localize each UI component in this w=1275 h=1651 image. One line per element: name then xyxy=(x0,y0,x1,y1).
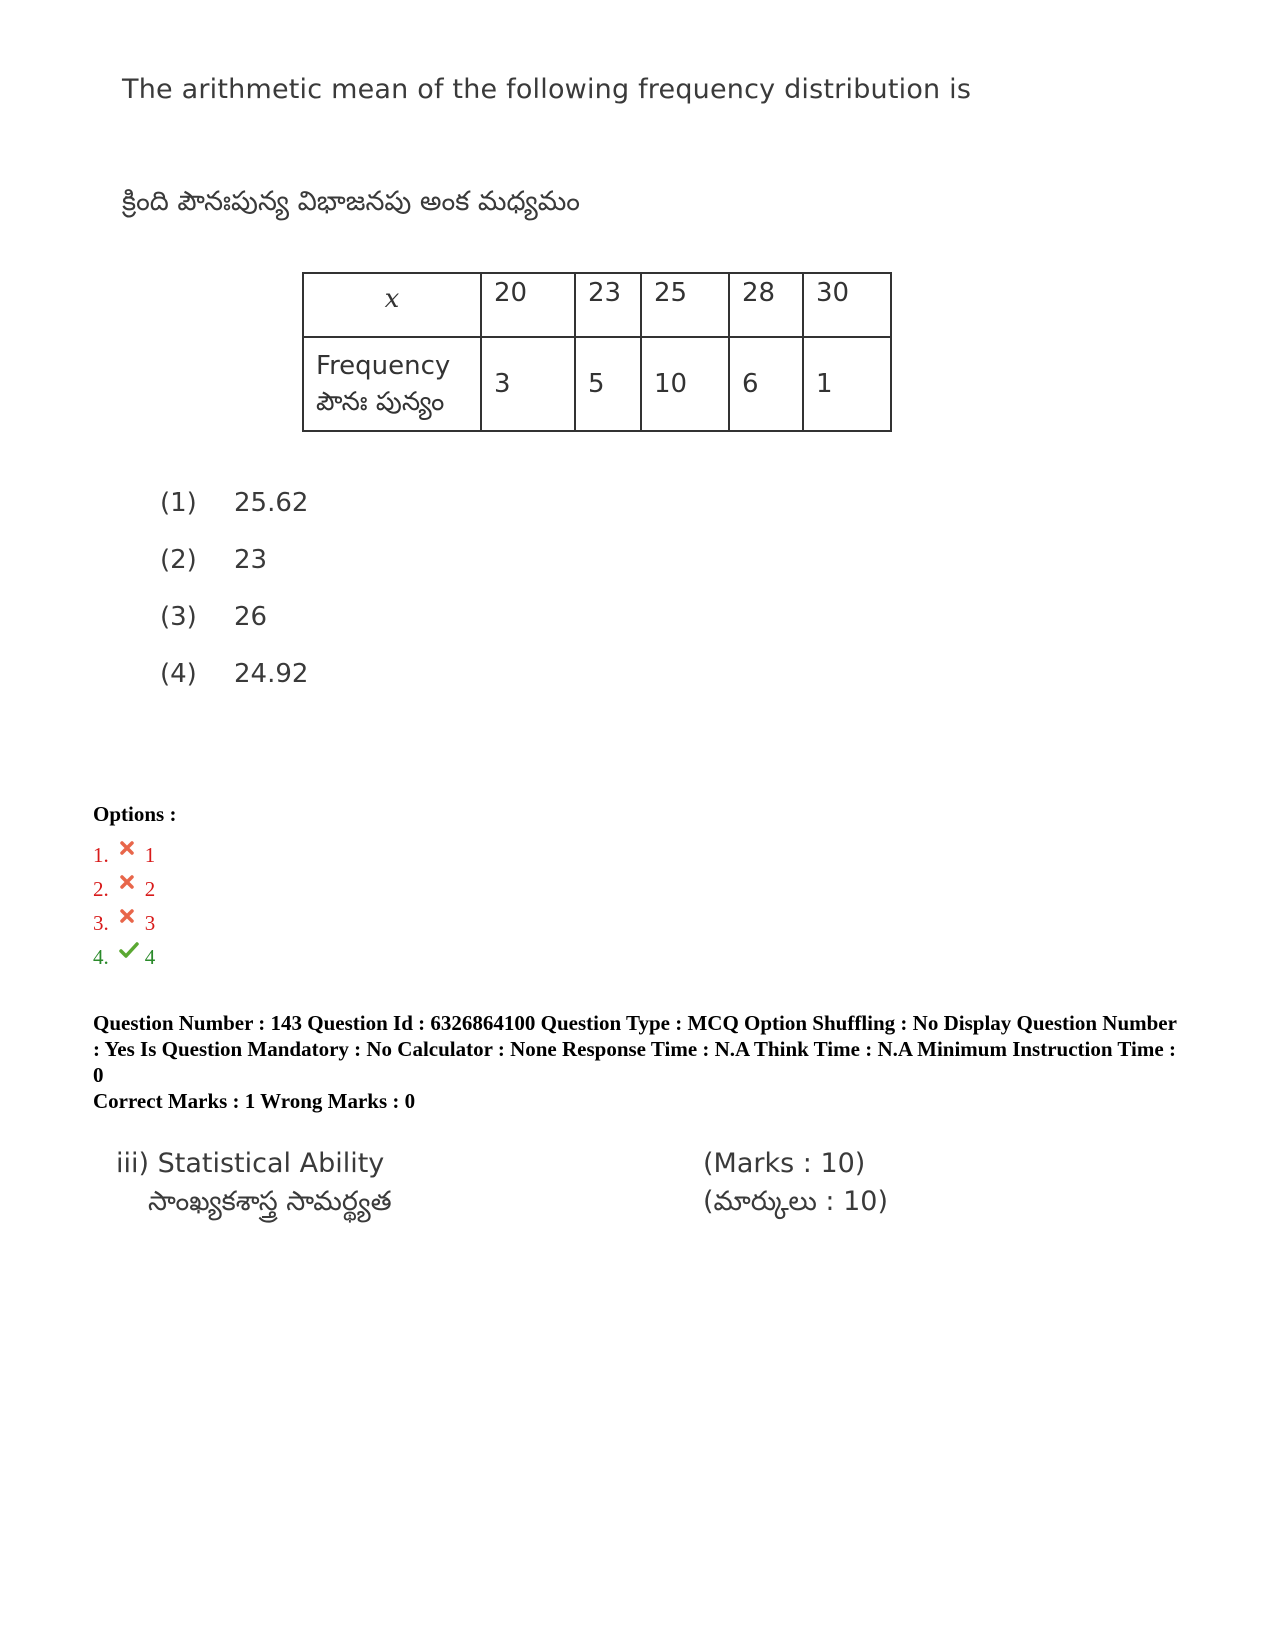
option-value: 2 xyxy=(144,876,156,901)
options-list xyxy=(93,838,155,974)
section-marks xyxy=(703,1145,888,1221)
frequency-label-telugu: పౌనః పున్యం xyxy=(316,387,445,417)
choice-item xyxy=(160,545,308,602)
checkmark-icon xyxy=(119,939,137,964)
option-number: 4. xyxy=(93,944,109,969)
table-cell-x: 25 xyxy=(641,273,729,337)
table-cell-frequency: 3 xyxy=(481,337,575,431)
option-value: 3 xyxy=(144,910,156,935)
choice-value: 24.92 xyxy=(234,659,309,689)
marks-info: Correct Marks : 1 Wrong Marks : 0 xyxy=(93,1089,416,1113)
table-cell-frequency: 1 xyxy=(803,337,891,431)
option-value: 4 xyxy=(144,944,156,969)
choice-item xyxy=(160,659,308,716)
option-item xyxy=(93,838,155,872)
cross-icon xyxy=(119,837,137,862)
table-cell-x: 30 xyxy=(803,273,891,337)
choice-item xyxy=(160,488,308,545)
table-cell-frequency: 5 xyxy=(575,337,641,431)
option-item xyxy=(93,940,155,974)
choice-number: (4) xyxy=(160,659,197,689)
table-cell-x: 23 xyxy=(575,273,641,337)
choice-value: 26 xyxy=(234,602,268,632)
table-row-x xyxy=(303,273,891,337)
question-text-telugu: క్రింది పౌనఃపున్య విభాజనపు అంక మధ్యమం xyxy=(122,186,580,217)
section-title-english: iii) Statistical Ability xyxy=(116,1148,385,1179)
section-marks-english: (Marks : 10) xyxy=(703,1148,866,1179)
section-title-telugu: సాంఖ్యకశాస్త్ర సామర్థ్యత xyxy=(148,1186,392,1217)
section-heading xyxy=(116,1145,392,1221)
cross-icon xyxy=(119,871,137,896)
table-header-frequency xyxy=(303,337,481,431)
table-row-frequency xyxy=(303,337,891,431)
choice-number: (3) xyxy=(160,602,197,632)
table-cell-x: 20 xyxy=(481,273,575,337)
frequency-table xyxy=(302,272,892,432)
cross-icon xyxy=(119,905,137,930)
table-header-x: x xyxy=(303,273,481,337)
table-cell-x: 28 xyxy=(729,273,803,337)
option-number: 2. xyxy=(93,876,109,901)
options-label: Options : xyxy=(93,802,177,826)
section-marks-telugu: (మార్కులు : 10) xyxy=(703,1186,888,1217)
option-number: 1. xyxy=(93,842,109,867)
question-metadata: Question Number : 143 Question Id : 6326864100 Question Type : MCQ Option Shuffling : No Display Question Number : Yes Is Question Mandatory : No Calculator : None Response Time : N.A Think Time : N.A Minimum Instruction Time : 0 xyxy=(93,1011,1177,1087)
table-cell-frequency: 10 xyxy=(641,337,729,431)
frequency-label-english: Frequency xyxy=(316,351,451,381)
choice-item xyxy=(160,602,308,659)
answer-choices xyxy=(160,488,308,716)
question-text-english: The arithmetic mean of the following frequency distribution is xyxy=(122,74,972,105)
option-item xyxy=(93,872,155,906)
choice-value: 23 xyxy=(234,545,268,575)
table-cell-frequency: 6 xyxy=(729,337,803,431)
choice-number: (1) xyxy=(160,488,197,518)
option-number: 3. xyxy=(93,910,109,935)
option-item xyxy=(93,906,155,940)
choice-number: (2) xyxy=(160,545,197,575)
choice-value: 25.62 xyxy=(234,488,309,518)
option-value: 1 xyxy=(144,842,156,867)
